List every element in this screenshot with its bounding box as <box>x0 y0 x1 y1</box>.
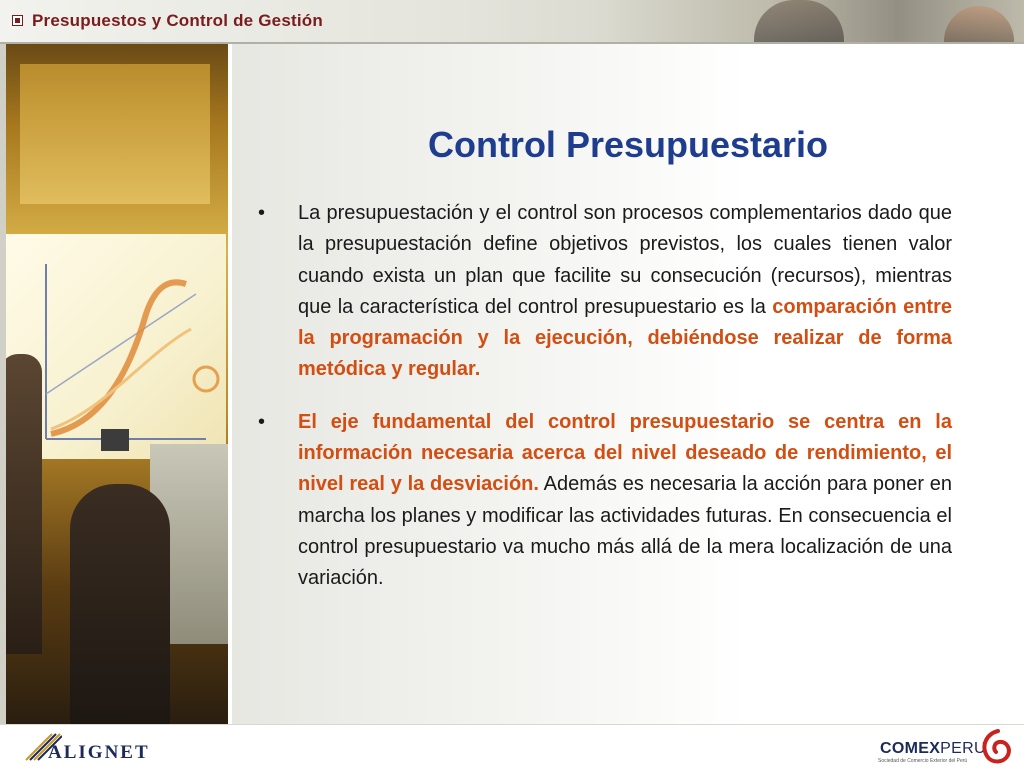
bullet-item <box>258 198 952 386</box>
bullet-highlight-text: El eje fundamental del control presupuestario se centra en la información necesaria acerca del nivel deseado de rendimiento, el nivel real y la desviación. <box>298 410 952 496</box>
slide-title: Control Presupuestario <box>427 124 829 165</box>
photo-person <box>70 484 170 724</box>
comexperu-logo-subtitle: Sociedad de Comercio Exterior del Perú <box>878 758 968 764</box>
bullet-icon: • <box>258 202 266 224</box>
bullet-highlight-text: comparación entre la programación y la ejecución, debiéndose realizar de forma metódica y regular. <box>298 295 952 381</box>
bullet-text: La presupuestación y el control son procesos complementarios dado que la presupuestación define objetivos previstos, los cuales tienen valor cuando exista un plan que facilite su consecución (recursos), mientras que la característica del control presupuestario es la <box>298 202 952 318</box>
alignet-logo <box>22 728 172 764</box>
alignet-logo-text: ALIGNET <box>48 742 150 763</box>
header-square-icon <box>12 15 23 26</box>
header-photo-figure <box>754 0 844 44</box>
comexperu-swirl-icon <box>978 728 1012 766</box>
meeting-photo <box>0 44 228 724</box>
bullet-list <box>258 198 952 616</box>
bullet-item <box>258 407 952 595</box>
header-bar <box>0 0 1024 44</box>
comexperu-logo-text: COMEXPERU <box>880 740 986 757</box>
footer-bar <box>0 724 1024 768</box>
photo-wall <box>20 64 210 204</box>
header-photo <box>604 0 1024 44</box>
left-border-strip <box>0 44 6 724</box>
comexperu-logo <box>866 730 1016 766</box>
bullet-text: Además es necesaria la acción para poner en marcha los planes y modificar las actividades futuras. En consecuencia el control presupuestario va mucho más allá de la mera localización de una variación. <box>298 473 952 590</box>
bullet-icon: • <box>258 410 266 433</box>
photo-person <box>0 354 42 654</box>
header-photo-figure <box>944 6 1014 44</box>
header-title: Presupuestos y Control de Gestión <box>32 11 323 30</box>
footer-divider <box>0 724 1024 725</box>
